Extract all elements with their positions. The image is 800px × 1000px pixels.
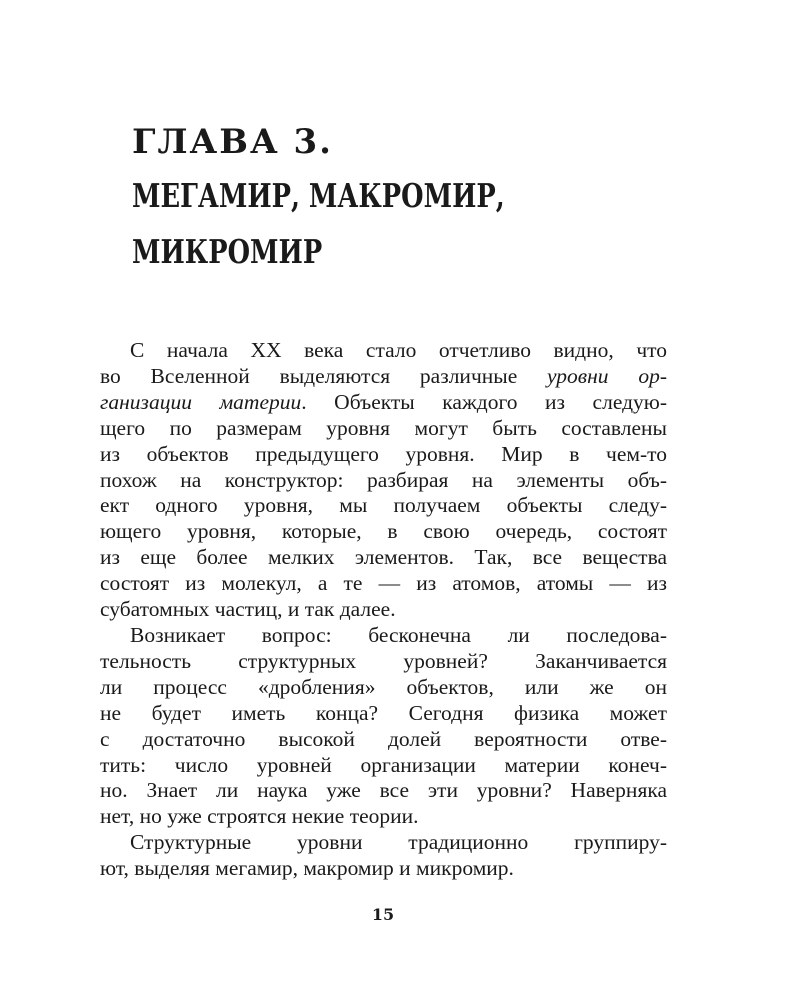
page-number: 15 <box>371 905 395 924</box>
text-line: тельность структурных уровней? Заканчивается <box>100 648 667 673</box>
italic-term: уровни ор- <box>547 363 668 388</box>
text-line: ект одного уровня, мы получаем объекты следу- <box>100 493 667 518</box>
italic-term: ганизации материи <box>100 389 302 414</box>
text-line: не будет иметь конца? Сегодня физика может <box>100 700 667 725</box>
text-line: но. Знает ли наука уже все эти уровни? Наверняка <box>100 778 667 803</box>
paragraph-2 <box>100 623 667 830</box>
text-line: щего по размерам уровня могут быть составлены <box>100 415 667 440</box>
text-line: похож на конструктор: разбирая на элементы объ- <box>100 467 667 492</box>
body-text <box>100 338 667 882</box>
text-line <box>100 364 667 390</box>
paragraph-3 <box>100 830 667 882</box>
text-line: ющего уровня, которые, в свою очередь, состоят <box>100 519 667 544</box>
text-line: субатомных частиц, и так далее. <box>100 597 396 622</box>
text-line: тить: число уровней организации материи конеч- <box>100 752 667 777</box>
paragraph-1 <box>100 338 667 623</box>
chapter-title-line-1: МЕГАМИР, МАКРОМИР, <box>132 176 505 215</box>
text-line: с достаточно высокой долей вероятности отве- <box>100 726 667 751</box>
text-line <box>100 390 667 416</box>
text-line: Возникает вопрос: бесконечна ли последова- <box>130 622 667 647</box>
text-span: . Объекты каждого из следую- <box>301 389 668 414</box>
text-line: ли процесс «дробления» объектов, или же он <box>100 674 667 699</box>
chapter-title-line-2: МИКРОМИР <box>132 232 323 271</box>
text-line: ют, выделяя мегамир, макромир и микромир. <box>100 856 514 881</box>
text-line: С начала XX века стало отчетливо видно, что <box>130 338 667 362</box>
text-line: из объектов предыдущего уровня. Мир в чем-то <box>100 441 667 466</box>
text-line: нет, но уже строятся некие теории. <box>100 804 419 829</box>
text-line: Структурные уровни традиционно группиру- <box>130 830 667 855</box>
text-line: из еще более мелких элементов. Так, все вещества <box>100 545 667 570</box>
text-line: состоят из молекул, а те — из атомов, атомы — из <box>100 571 667 596</box>
chapter-heading <box>132 116 692 280</box>
chapter-number: ГЛАВА 3. <box>132 122 333 162</box>
text-span: во Вселенной выделяются различные <box>100 363 548 388</box>
